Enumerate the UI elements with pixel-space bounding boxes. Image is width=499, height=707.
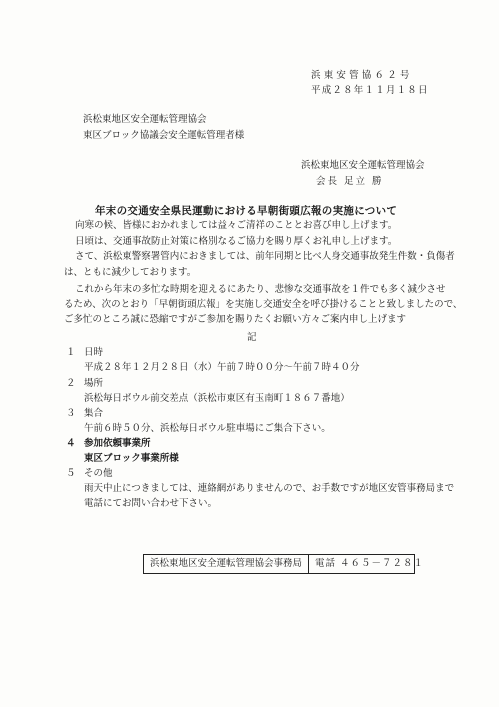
item-1-text: 平成２８年１２月２８日（水）午前７時００分～午前７時４０分 — [84, 362, 360, 373]
body-paragraph-4-line-3: ご多忙のところ誠に恐縮ですがご参加を賜りたくお願い方々ご案内申し上げます — [64, 314, 407, 325]
item-1-number: １ — [66, 347, 76, 358]
item-2-text: 浜松毎日ボウル前交差点（浜松市東区有玉南町１８６７番地） — [84, 393, 350, 404]
body-paragraph-4-line-1: これから年末の多忙な時期を迎えるにあたり、悲惨な交通事故を１件でも多く減少させ — [75, 284, 446, 295]
body-paragraph-3-line-2: は、ともに減少しております。 — [64, 267, 197, 278]
sender-organization: 浜松東地区安全運転管理協会 — [301, 160, 425, 171]
item-4-text: 東区ブロック事業所様 — [84, 453, 179, 464]
item-4-number: ４ — [66, 438, 76, 449]
ki-heading: 記 — [247, 332, 257, 343]
document-date: 平成２８年１１月１８日 — [311, 85, 429, 96]
body-paragraph-3-line-1: さて、浜松東警察署管内におきましては、前年同期と比べ人身交通事故発生件数・負傷者 — [75, 251, 455, 262]
item-2-number: ２ — [66, 378, 76, 389]
item-5-text-line-2: 電話にてお問い合わせ下さい。 — [84, 498, 218, 509]
body-paragraph-1: 向寒の候、皆様におかれましては益々ご清祥のこととお喜び申し上げます。 — [75, 220, 398, 231]
item-3-text: 午前６時５０分、浜松毎日ボウル駐車場にご集合下さい。 — [84, 423, 331, 434]
item-3-label: 集合 — [84, 408, 104, 419]
document-title: 年末の交通安全県民運動における早朝街頭広報の実施について — [95, 205, 398, 217]
item-5-label: その他 — [84, 468, 113, 479]
contact-box — [143, 554, 425, 574]
item-2-label: 場所 — [84, 378, 104, 389]
sender-name: 会長 足立 勝 — [316, 176, 384, 187]
item-3-number: ３ — [66, 408, 76, 419]
body-paragraph-2: 日頃は、交通事故防止対策に格別なるご協力を賜り厚くお礼申し上げます。 — [75, 236, 398, 247]
item-1-label: 日時 — [84, 347, 104, 358]
recipient-line-2: 東区ブロック協議会安全運転管理者様 — [83, 130, 245, 141]
recipient-line-1: 浜松東地区安全運転管理協会 — [83, 114, 207, 125]
item-5-text-line-1: 雨天中止につきましては、連絡網がありませんので、お手数ですが地区安管事務局まで — [84, 483, 455, 494]
body-paragraph-4-line-2: るため、次のとおり「早朝街頭広報」を実施し交通安全を呼び掛けることと致しましたので、 — [64, 299, 463, 310]
contact-phone: 電話 ４６５－７２８１ — [315, 558, 425, 569]
document-number: 浜東安管協６２号 — [311, 70, 413, 81]
item-4-label: 参加依頼事業所 — [84, 438, 151, 449]
item-5-number: ５ — [66, 468, 76, 479]
contact-office: 浜松東地区安全運転管理協会事務局 — [144, 555, 309, 573]
